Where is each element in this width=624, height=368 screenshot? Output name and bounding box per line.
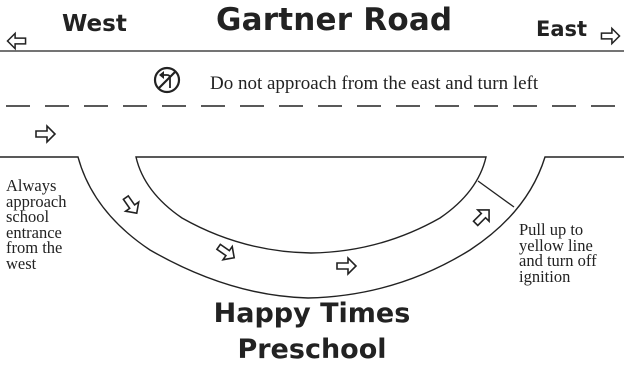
pull-up-instruction: Pull up to yellow line and turn off ignition bbox=[519, 220, 597, 286]
school-name bbox=[0, 296, 624, 368]
school-name-line-1: Happy Times bbox=[213, 298, 411, 329]
yellow-stop-line bbox=[478, 181, 514, 207]
driveway-arrow-3-icon bbox=[337, 258, 356, 274]
approach-instruction: Always approach school entrance from the west bbox=[6, 176, 67, 273]
no-left-turn-icon bbox=[155, 68, 179, 92]
no-left-turn-notice: Do not approach from the east and turn left bbox=[210, 73, 539, 94]
east-arrow-icon bbox=[601, 28, 619, 43]
road-name: Gartner Road bbox=[216, 2, 453, 38]
driveway-arrow-2-icon bbox=[214, 240, 239, 264]
west-label: West bbox=[62, 11, 127, 37]
school-name-line-2: Preschool bbox=[237, 334, 387, 365]
eastbound-lane-arrow-icon bbox=[36, 126, 55, 142]
driveway-arrow-4-icon bbox=[470, 204, 495, 229]
west-arrow-icon bbox=[7, 33, 25, 48]
driveway-island bbox=[136, 157, 486, 253]
east-label: East bbox=[536, 17, 588, 41]
driveway-arrow-1-icon bbox=[119, 193, 143, 218]
